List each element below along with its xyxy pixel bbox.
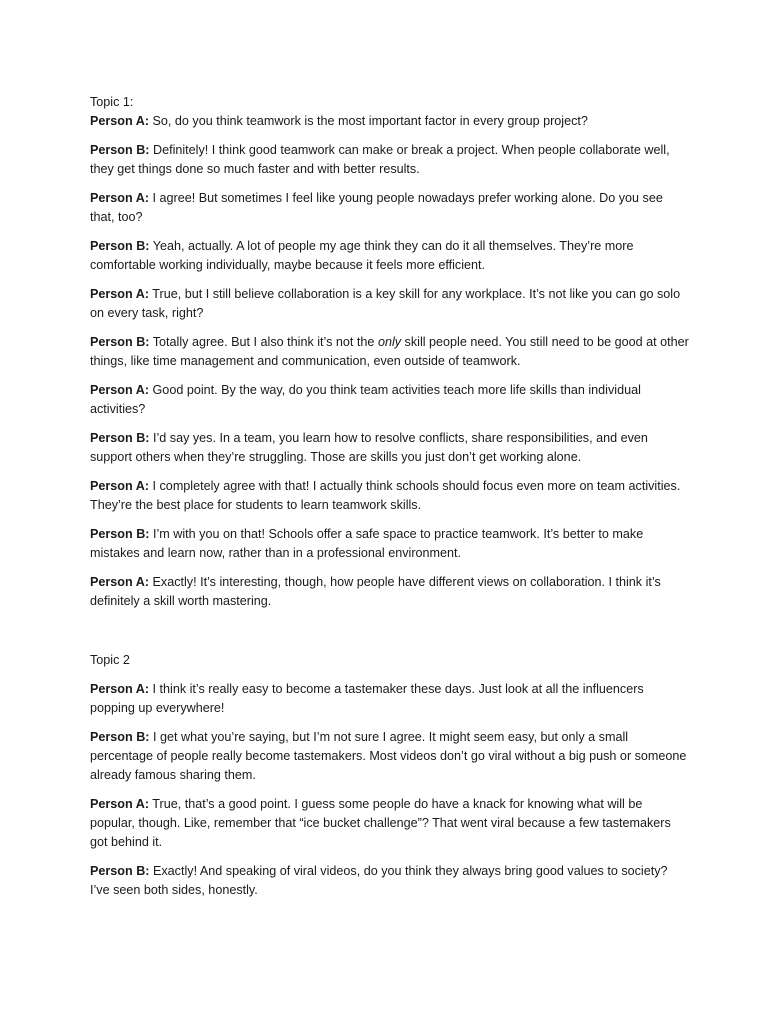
topic-1-section xyxy=(90,93,690,611)
speaker-label: Person B: xyxy=(90,527,150,541)
dialogue-line xyxy=(90,477,690,515)
dialogue-text: So, do you think teamwork is the most important factor in every group project? xyxy=(149,114,588,128)
speaker-label: Person A: xyxy=(90,191,150,205)
speaker-label: Person B: xyxy=(90,143,150,157)
speaker-label: Person A: xyxy=(90,575,150,589)
dialogue-line xyxy=(90,728,690,785)
dialogue-text: True, that’s a good point. I guess some people do have a knack for knowing what will be popular, though. Like, remember that “ice bucket challenge”? That went viral because a few tastemakers got behind it. xyxy=(90,797,671,849)
dialogue-text: I’m with you on that! Schools offer a safe space to practice teamwork. It’s better to make mistakes and learn now, rather than in a professional environment. xyxy=(90,527,644,560)
speaker-label: Person A: xyxy=(90,114,150,128)
dialogue-text: I get what you’re saying, but I’m not sure I agree. It might seem easy, but only a small percentage of people really become tastemakers. Most videos don’t go viral without a big push or someone already famous sharing them. xyxy=(90,730,687,782)
speaker-label: Person A: xyxy=(90,479,150,493)
dialogue-text: Exactly! It’s interesting, though, how people have different views on collaboration. I think it’s definitely a skill worth mastering. xyxy=(90,575,661,608)
speaker-label: Person B: xyxy=(90,239,150,253)
dialogue-text: I’d say yes. In a team, you learn how to resolve conflicts, share responsibilities, and even support others when they’re struggling. Those are skills you just don’t get working alone. xyxy=(90,431,648,464)
dialogue-line xyxy=(90,189,690,227)
dialogue-line xyxy=(90,525,690,563)
speaker-label: Person B: xyxy=(90,335,150,349)
speaker-label: Person B: xyxy=(90,864,150,878)
document-page xyxy=(90,93,690,910)
dialogue-text: True, but I still believe collaboration is a key skill for any workplace. It’s not like you can go solo on every task, right? xyxy=(90,287,681,320)
dialogue-text: I think it’s really easy to become a tastemaker these days. Just look at all the influencers popping up everywhere! xyxy=(90,682,644,715)
dialogue-line xyxy=(90,141,690,179)
dialogue-text: I agree! But sometimes I feel like young people nowadays prefer working alone. Do you see that, too? xyxy=(90,191,663,224)
dialogue-line xyxy=(90,112,690,131)
dialogue-line xyxy=(90,333,690,371)
dialogue-text: Yeah, actually. A lot of people my age think they can do it all themselves. They’re more comfortable working individually, maybe because it feels more efficient. xyxy=(90,239,634,272)
dialogue-line xyxy=(90,573,690,611)
dialogue-line xyxy=(90,381,690,419)
dialogue-line xyxy=(90,429,690,467)
dialogue-text: skill people need. You still need to be good at other things, like time management and communication, even outside of teamwork. xyxy=(90,335,689,368)
emphasized-word: only xyxy=(377,335,402,349)
dialogue-line xyxy=(90,285,690,323)
speaker-label: Person A: xyxy=(90,797,150,811)
topic-2-heading: Topic 2 xyxy=(90,653,130,667)
dialogue-text: Definitely! I think good teamwork can make or break a project. When people collaborate well, they get things done so much faster and with better results. xyxy=(90,143,670,176)
dialogue-text: Totally agree. But I also think it’s not the xyxy=(149,335,378,349)
speaker-label: Person A: xyxy=(90,383,150,397)
topic-2-section xyxy=(90,651,690,900)
dialogue-line xyxy=(90,680,690,718)
speaker-label: Person A: xyxy=(90,682,150,696)
dialogue-line xyxy=(90,862,690,900)
dialogue-text: Good point. By the way, do you think team activities teach more life skills than individual activities? xyxy=(90,383,641,416)
dialogue-line xyxy=(90,795,690,852)
topic-1-heading: Topic 1: xyxy=(90,95,134,109)
speaker-label: Person A: xyxy=(90,287,150,301)
speaker-label: Person B: xyxy=(90,431,150,445)
dialogue-text: Exactly! And speaking of viral videos, do you think they always bring good values to society? I’ve seen both sides, honestly. xyxy=(90,864,668,897)
speaker-label: Person B: xyxy=(90,730,150,744)
dialogue-text: I completely agree with that! I actually think schools should focus even more on team activities. They’re the best place for students to learn teamwork skills. xyxy=(90,479,681,512)
dialogue-line xyxy=(90,237,690,275)
